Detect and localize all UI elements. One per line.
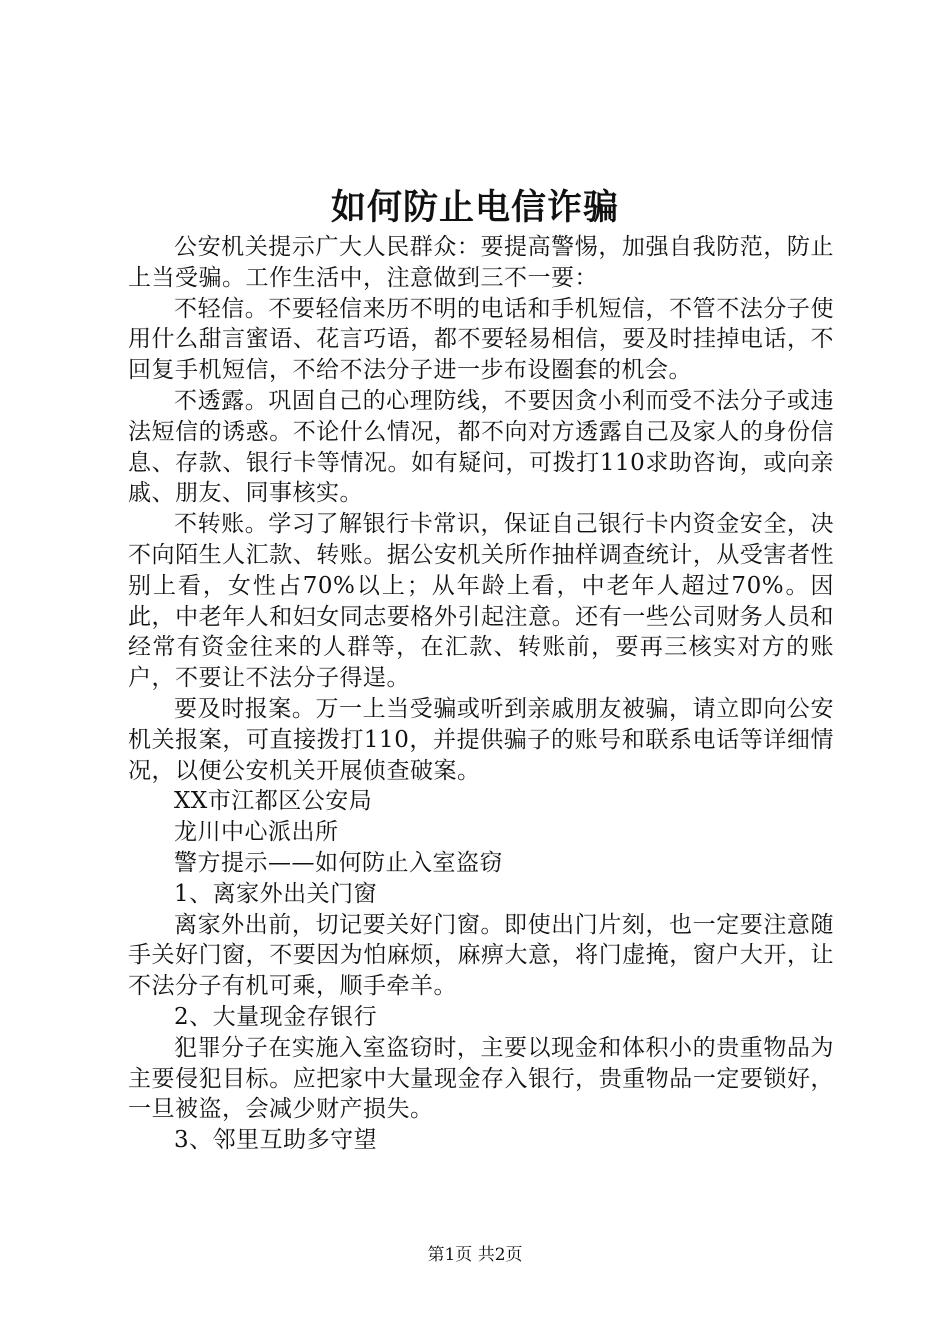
document-title: 如何防止电信诈骗 xyxy=(330,187,619,228)
paragraph-no-disclose: 不透露。巩固自己的心理防线，不要因贪小利而受不法分子或违法短信的诱惑。不论什么情况，都不向对方透露自己及家人的身份信息、存款、银行卡等情况。如有疑问，可拨打110求助咨询，或向亲戚、朋友、同事核实。 xyxy=(128,387,834,507)
item1-heading: 1、离家外出关门窗 xyxy=(174,880,378,907)
page-footer: 第1页 共2页 xyxy=(427,1245,523,1265)
paragraph-no-trust: 不轻信。不要轻信来历不明的电话和手机短信，不管不法分子使用什么甜言蜜语、花言巧语，都不要轻易相信，要及时挂掉电话，不回复手机短信，不给不法分子进一步布设圈套的机会。 xyxy=(128,295,834,384)
document-body xyxy=(128,232,834,1156)
item1-text: 离家外出前，切记要关好门窗。即使出门片刻，也一定要注意随手关好门窗，不要因为怕麻烦，麻痹大意，将门虚掩，窗户大开，让不法分子有机可乘，顺手牵羊。 xyxy=(128,911,834,1000)
intro-paragraph: 公安机关提示广大人民群众：要提高警惕，加强自我防范，防止上当受骗。工作生活中，注意做到三不一要： xyxy=(128,234,834,291)
paragraph-no-transfer: 不转账。学习了解银行卡常识，保证自己银行卡内资金安全，决不向陌生人汇款、转账。据公安机关所作抽样调查统计，从受害者性别上看，女性占70%以上；从年龄上看，中老年人超过70%。因此，中老年人和妇女同志要格外引起注意。还有一些公司财务人员和经常有资金往来的人群等，在汇款、转账前，要再三核实对方的账户，不要让不法分子得逞。 xyxy=(128,511,834,692)
item2-heading: 2、大量现金存银行 xyxy=(174,1003,378,1030)
section2-title: 警方提示——如何防止入室盗窃 xyxy=(174,849,503,876)
signature-org: XX市江都区公安局 xyxy=(174,788,373,815)
paragraph-report: 要及时报案。万一上当受骗或听到亲戚朋友被骗，请立即向公安机关报案，可直接拨打110，并提供骗子的账号和联系电话等详细情况，以便公安机关开展侦查破案。 xyxy=(128,695,834,784)
item2-text: 犯罪分子在实施入室盗窃时，主要以现金和体积小的贵重物品为主要侵犯目标。应把家中大量现金存入银行，贵重物品一定要锁好，一旦被盗，会减少财产损失。 xyxy=(128,1034,834,1123)
item3-heading: 3、邻里互助多守望 xyxy=(174,1127,378,1154)
signature-station: 龙川中心派出所 xyxy=(174,819,339,846)
